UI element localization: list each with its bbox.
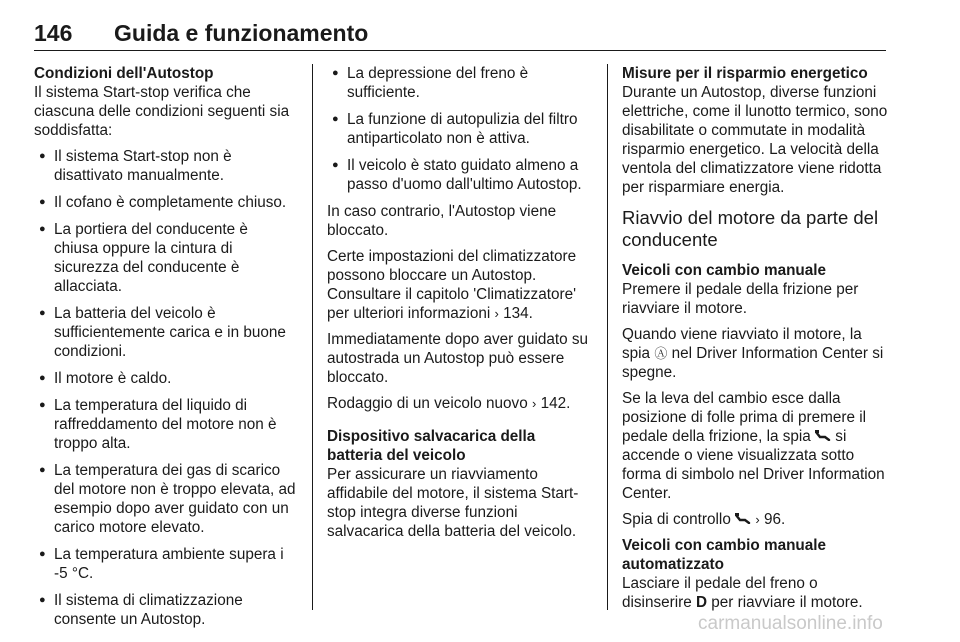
- intro-paragraph: Il sistema Start-stop verifica che ciascuna delle condizioni seguenti sia soddisfatta:: [34, 84, 290, 139]
- autostop-indicator-icon: Ⓐ: [654, 346, 668, 361]
- paragraph-text: Certe impostazioni del climatizzatore possono bloccare un Autostop. Consultare il capitolo 'Climatizzatore' per ulteriori informazioni: [327, 248, 577, 322]
- list-item: ● La temperatura ambiente supera i -5 °C.: [34, 545, 296, 583]
- paragraph: Immediatamente dopo aver guidato su autostrada un Autostop può essere bloccato.: [327, 331, 589, 386]
- page-reference[interactable]: 96.: [763, 511, 786, 528]
- conditions-list: [34, 147, 296, 629]
- section-heading: Condizioni dell'Autostop: [34, 65, 214, 82]
- conditions-list-continued: [327, 64, 593, 194]
- sub-heading: Veicoli con cambio manuale: [622, 262, 827, 279]
- gear-key-label: D: [695, 594, 708, 611]
- list-item: ● La temperatura dei gas di scarico del motore non è troppo elevata, ad esempio dopo aver guidato con un carico motore elevato.: [34, 461, 296, 537]
- watermark: carmanualsonline.info: [698, 613, 883, 634]
- column-middle: [327, 64, 593, 548]
- paragraph-text: Quando viene riavviato il motore, la spia: [622, 326, 862, 362]
- list-item: ● Il veicolo è stato guidato almeno a passo d'uomo dall'ultimo Autostop.: [327, 156, 593, 194]
- reference-arrow-icon: ›: [531, 396, 537, 411]
- list-item: ● La batteria del veicolo è sufficientemente carica e in buone condizioni.: [34, 304, 296, 361]
- column-divider: [607, 64, 608, 610]
- page-header: [34, 18, 886, 52]
- paragraph: [327, 394, 593, 413]
- paragraph-text: nel Driver Information Center si spegne.: [622, 345, 884, 381]
- list-item: ● Il motore è caldo.: [34, 369, 296, 388]
- paragraph: Durante un Autostop, diverse funzioni elettriche, come il lunotto termico, sono disabilitate o commutate in modalità risparmio energetico. La velocità della ventola del climatizzatore viene ridotta per risparmiare energia.: [622, 84, 888, 196]
- page-reference[interactable]: 142.: [540, 395, 571, 412]
- list-item: ● Il cofano è completamente chiuso.: [34, 193, 296, 212]
- page-title: Guida e funzionamento: [114, 20, 369, 46]
- list-item: ● La depressione del freno è sufficiente.: [327, 64, 593, 102]
- paragraph: In caso contrario, l'Autostop viene bloccato.: [327, 203, 557, 239]
- list-item: ● La funzione di autopulizia del filtro antiparticolato non è attiva.: [327, 110, 593, 148]
- paragraph-text: si accende o viene visualizzata sotto forma di simbolo nel Driver Information Center.: [622, 428, 885, 502]
- paragraph-text: Lasciare il pedale del freno o disinserire: [622, 575, 818, 611]
- paragraph-text: per riavviare il motore.: [711, 594, 863, 611]
- sub-heading: Misure per il risparmio energetico: [622, 65, 868, 82]
- header-rule: [34, 50, 886, 51]
- reference-arrow-icon: ›: [755, 512, 760, 527]
- paragraph: [622, 510, 888, 529]
- paragraph-text: Spia di controllo: [622, 511, 731, 528]
- list-item: ● Il sistema di climatizzazione consente un Autostop.: [34, 591, 296, 629]
- sub-heading: Veicoli con cambio manuale automatizzato: [622, 537, 827, 573]
- paragraph: [622, 325, 888, 382]
- paragraph: [327, 247, 593, 323]
- paragraph: [622, 574, 888, 612]
- paragraph-text: Se la leva del cambio esce dalla posizione di folle prima di premere il pedale della frizione, la spia: [622, 390, 867, 445]
- page-number: 146: [34, 20, 73, 46]
- column-divider: [312, 64, 313, 610]
- column-right: [622, 64, 888, 619]
- column-left: [34, 64, 296, 637]
- clutch-pedal-icon: [735, 513, 751, 524]
- reference-arrow-icon: ›: [494, 306, 499, 321]
- paragraph: Per assicurare un riavviamento affidabile del motore, il sistema Start-stop integra diverse funzioni salvacarica della batteria del veicolo.: [327, 466, 579, 540]
- list-item: ● Il sistema Start-stop non è disattivato manualmente.: [34, 147, 296, 185]
- sub-heading: Dispositivo salvacarica della batteria del veicolo: [327, 428, 536, 464]
- list-item: ● La portiera del conducente è chiusa oppure la cintura di sicurezza del conducente è allacciata.: [34, 220, 296, 296]
- paragraph: [622, 389, 888, 503]
- section-heading: Riavvio del motore da parte del conducente: [622, 207, 879, 250]
- page-reference[interactable]: 134.: [503, 305, 533, 322]
- list-item: ● La temperatura del liquido di raffreddamento del motore non è troppo alta.: [34, 396, 296, 453]
- clutch-pedal-icon: [815, 430, 831, 441]
- paragraph: Premere il pedale della frizione per riavviare il motore.: [622, 281, 859, 317]
- paragraph-text: Rodaggio di un veicolo nuovo: [327, 395, 528, 412]
